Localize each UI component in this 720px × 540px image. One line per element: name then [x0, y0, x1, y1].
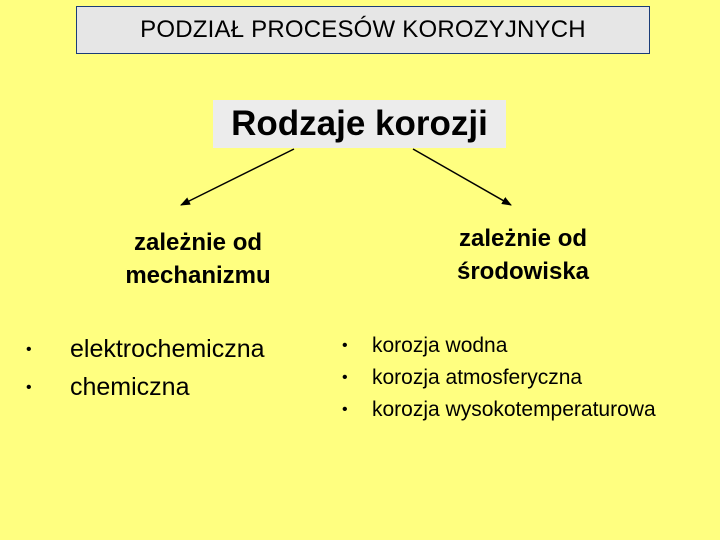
branch-mechanism-label-line1: zależnie od — [133, 229, 263, 256]
list-item — [342, 362, 656, 394]
branch-mechanism — [88, 226, 308, 292]
diagram-heading: Rodzaje korozji — [231, 104, 488, 143]
list-item-label: korozja wysokotemperaturowa — [372, 398, 656, 421]
list-item — [26, 368, 265, 406]
list-item-label: korozja atmosferyczna — [372, 366, 583, 389]
arrow-right — [413, 149, 511, 205]
bullet-icon: • — [342, 369, 348, 386]
branch-environment — [408, 222, 638, 288]
bullet-icon: • — [342, 337, 348, 354]
branch-environment-label-line2: środowiska — [456, 258, 590, 285]
list-item — [342, 330, 656, 362]
list-item-label: korozja wodna — [372, 334, 508, 357]
arrow-left — [181, 149, 294, 205]
bullet-icon: • — [26, 379, 32, 396]
list-item — [26, 330, 265, 368]
mechanism-list — [26, 330, 265, 406]
list-item-label: chemiczna — [70, 373, 190, 401]
page-title: PODZIAŁ PROCESÓW KOROZYJNYCH — [140, 16, 586, 43]
environment-list — [342, 330, 656, 426]
list-item — [342, 394, 656, 426]
branch-mechanism-label-line2: mechanizmu — [125, 262, 271, 289]
list-item-label: elektrochemiczna — [70, 335, 265, 363]
bullet-icon: • — [342, 401, 348, 418]
branch-environment-label-line1: zależnie od — [458, 225, 588, 252]
bullet-icon: • — [26, 341, 32, 358]
